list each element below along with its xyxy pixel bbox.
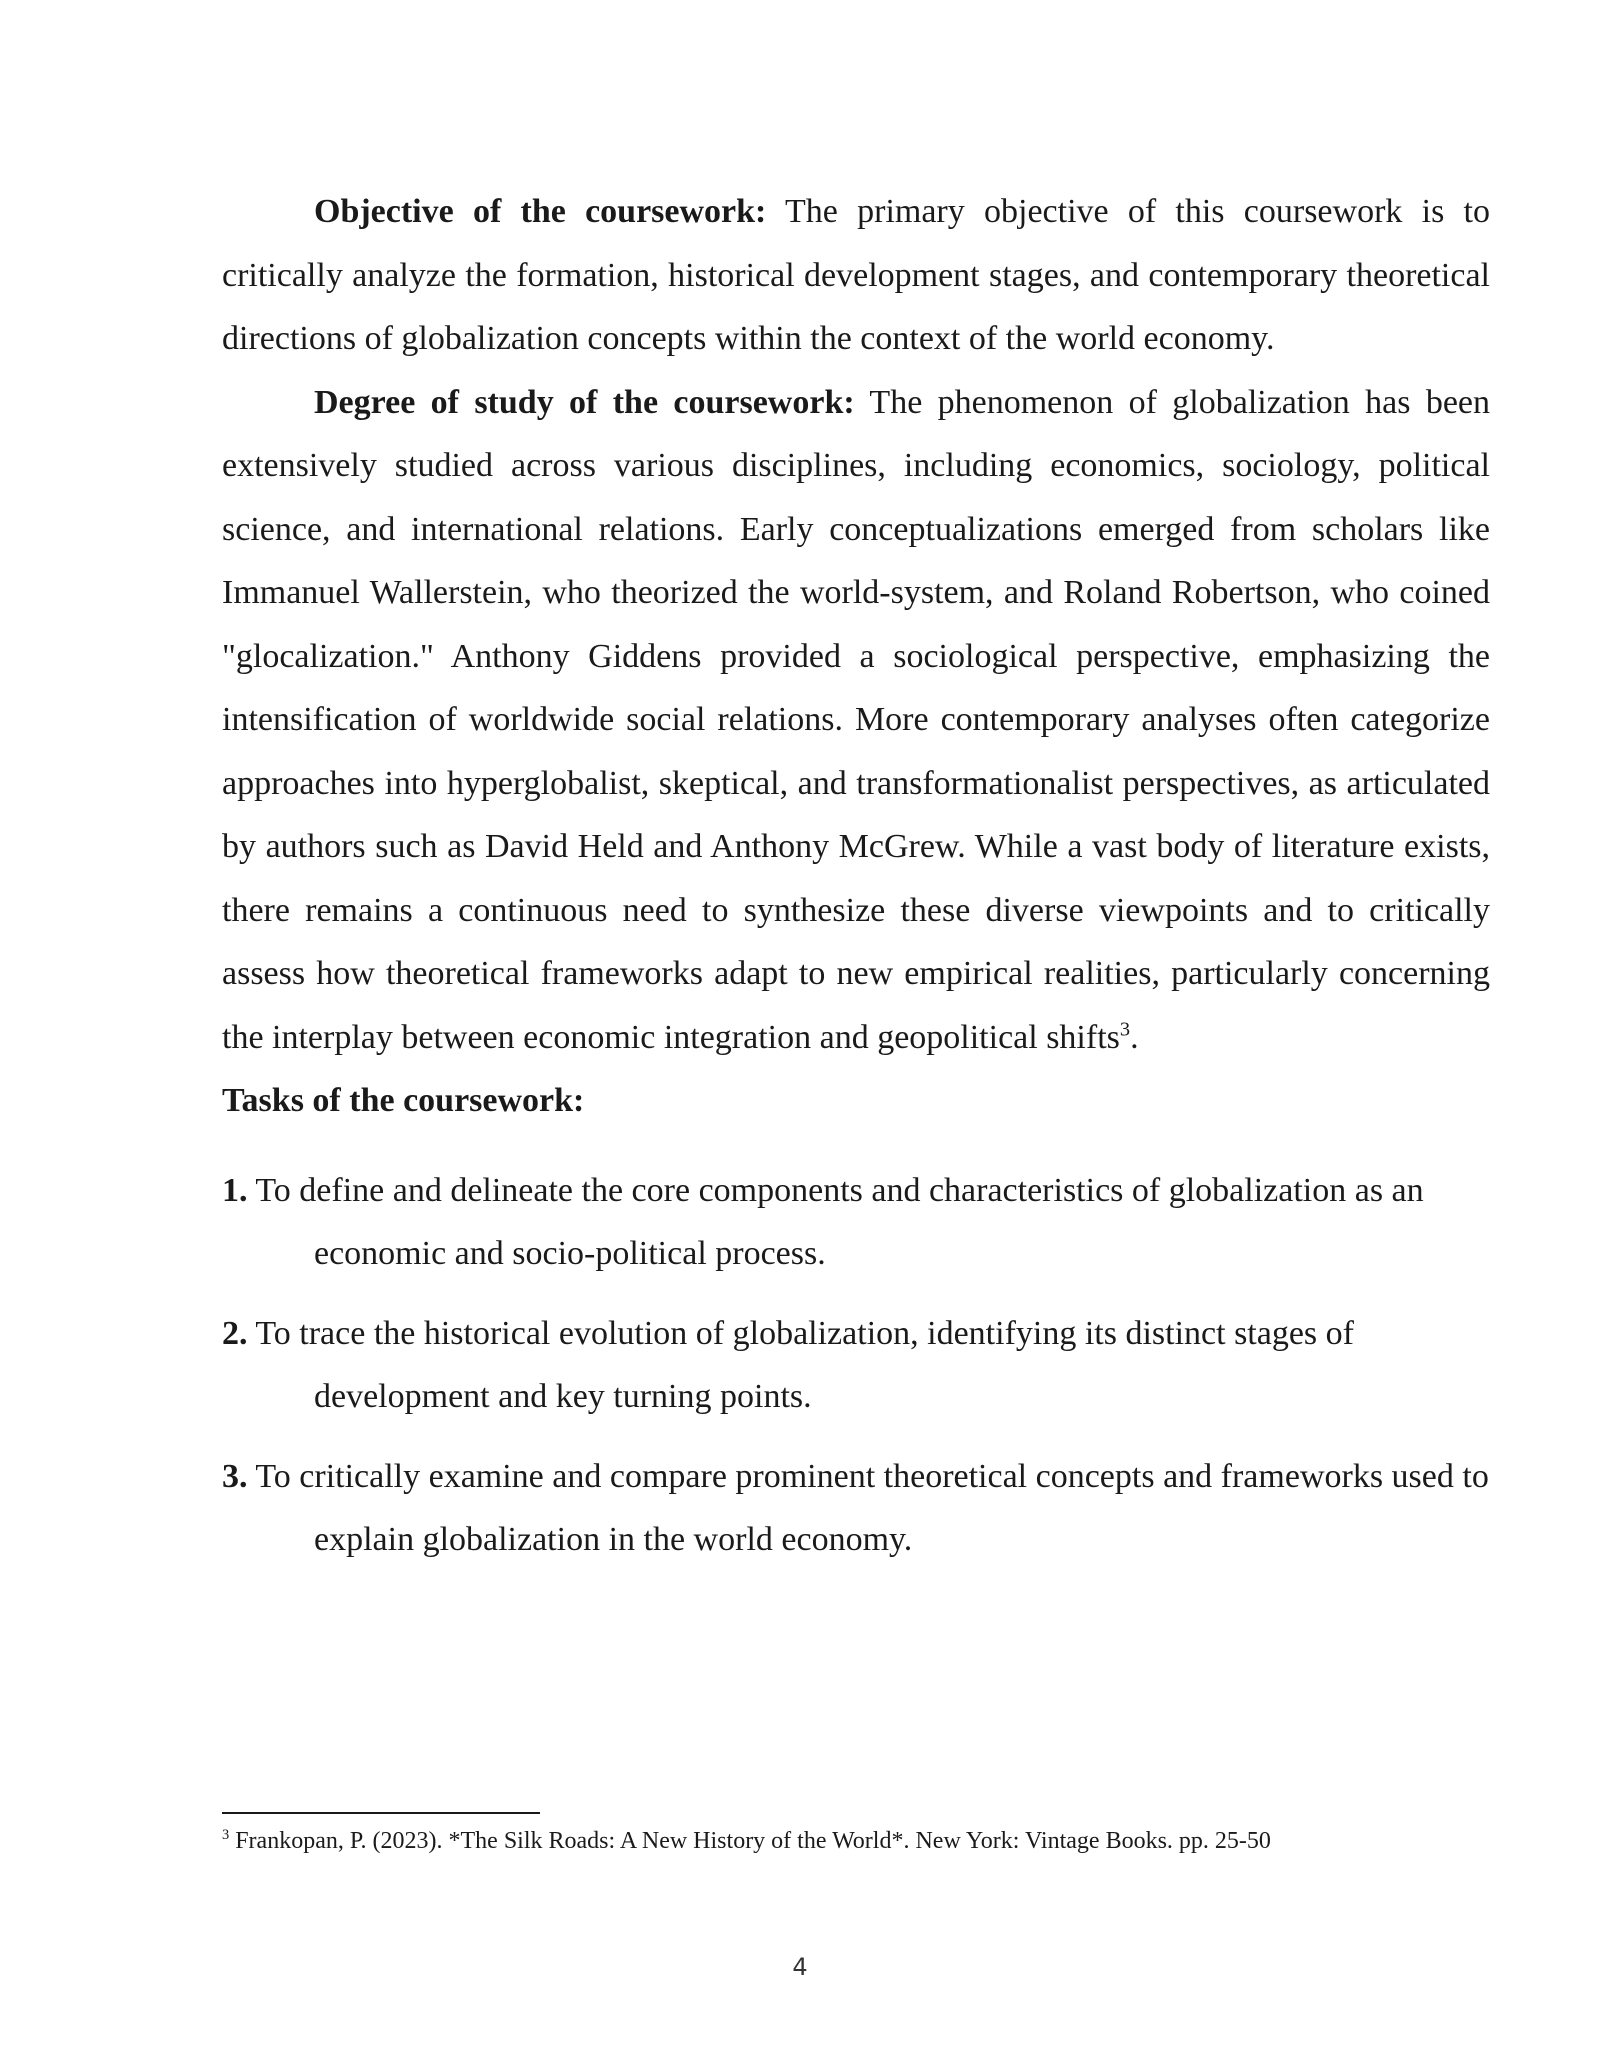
task-text: To trace the historical evolution of globalization, identifying its distinct stages of development and key turning points. (247, 1314, 1354, 1415)
page-number: 4 (792, 1953, 808, 1981)
body-text (222, 180, 1490, 1588)
objective-heading: Objective of the coursework: (314, 193, 767, 230)
task-item (222, 1445, 1490, 1572)
objective-paragraph (222, 180, 1490, 371)
objective-text: The primary objective of this coursework is to critically analyze the formation, historical development stages, and contemporary theoretical directions of globalization concepts within the context of the world economy. (222, 193, 1490, 357)
task-number: 2. (222, 1314, 248, 1352)
footnote-text: Frankopan, P. (2023). *The Silk Roads: A New History of the World*. New York: Vintage Books. pp. 25-50 (229, 1828, 1271, 1854)
task-number: 1. (222, 1171, 248, 1209)
task-text: To define and delineate the core components and characteristics of globalization as an economic and socio-political process. (247, 1171, 1424, 1272)
tasks-heading: Tasks of the coursework: (222, 1082, 585, 1119)
task-number: 3. (222, 1457, 248, 1495)
degree-of-study-end: . (1130, 1018, 1139, 1056)
task-item (222, 1302, 1490, 1429)
footnote (222, 1826, 1490, 1856)
degree-of-study-heading: Degree of study of the coursework: (314, 383, 855, 421)
task-item (222, 1159, 1490, 1286)
degree-of-study-paragraph (222, 371, 1490, 1070)
footnote-separator (222, 1812, 540, 1814)
footnote-reference[interactable]: 3 (1119, 1018, 1131, 1041)
degree-of-study-text: The phenomenon of globalization has been extensively studied across various disciplines, including economics, sociology, political science, and international relations. Early conceptualizations emerged from scholars like Immanuel Wallerstein, who theorized the world-system, and Roland Robertson, who coined "glocalization." Anthony Giddens provided a sociological perspective, emphasizing the intensification of worldwide social relations. More contemporary analyses often categorize approaches into hyperglobalist, skeptical, and transformationalist perspectives, as articulated by authors such as David Held and Anthony McGrew. While a vast body of literature exists, there remains a continuous need to synthesize these diverse viewpoints and to critically assess how theoretical frameworks adapt to new empirical realities, particularly concerning the interplay between economic integration and geopolitical shifts (222, 383, 1490, 1056)
task-text: To critically examine and compare prominent theoretical concepts and frameworks used to explain globalization in the world economy. (247, 1457, 1489, 1558)
tasks-list (222, 1159, 1490, 1572)
footnote-marker: 3 (222, 1827, 230, 1843)
